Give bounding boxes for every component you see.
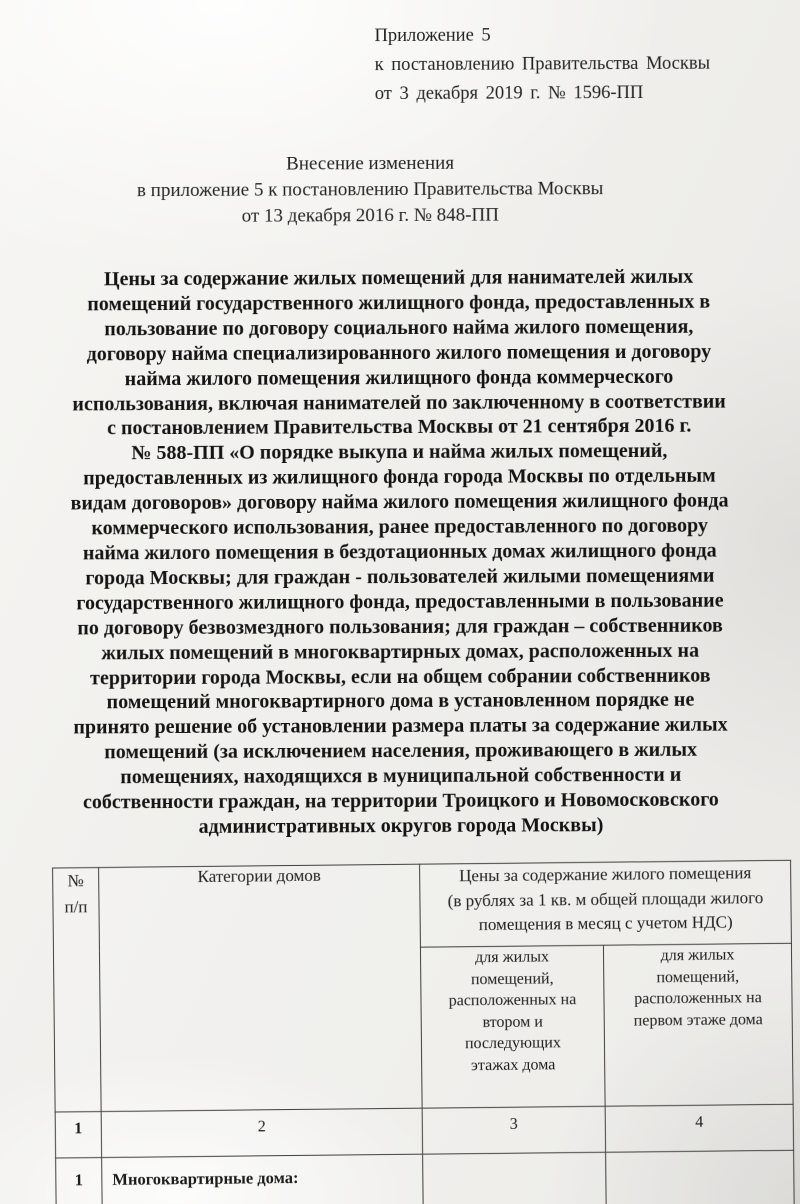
numbering-cell: 1 xyxy=(55,1112,101,1158)
table-header-row xyxy=(53,860,792,951)
lead-line: пользование по договору социального найма жилого помещения, xyxy=(104,315,694,341)
subheader-cell-upper-floors xyxy=(420,945,605,1108)
lead-line: государственного жилищного фонда, предоставленными в пользование xyxy=(76,589,724,615)
subheader-line: втором и xyxy=(482,1012,543,1031)
subheader-line: расположенных на xyxy=(448,991,577,1010)
lead-line: помещений многоквартирного дома в установленном порядке не xyxy=(106,689,695,714)
amendment-title-line: Внесение изменения xyxy=(286,152,455,175)
subheader-line: для жилых xyxy=(475,948,550,967)
lead-line: № 588-ПП «О порядке выкупа и найма жилых помещений, xyxy=(131,440,668,465)
lead-line: Цены за содержание жилых помещений для нанимателей жилых xyxy=(103,265,694,291)
prices-table xyxy=(52,860,795,1204)
lead-line: видам договоров» договору найма жилого помещения жилищного фонда xyxy=(70,489,729,515)
subheader-line: первом этаже дома xyxy=(633,1010,763,1029)
lead-line: помещениях, находящихся в муниципальной собственности и xyxy=(120,763,682,789)
lead-line: собственности граждан, на территории Троицкого и Новомосковского xyxy=(82,788,719,814)
amendment-title-line: от 13 декабря 2016 г. № 848-ПП xyxy=(241,204,499,227)
header-cell-line: (в рублях за 1 кв. м общей площади жилого xyxy=(447,887,764,910)
appendix-reference-line: к постановлению Правительства Москвы xyxy=(374,53,711,76)
header-cell-row-number xyxy=(53,868,102,1112)
header-cell-line: помещения в месяц с учетом НДС) xyxy=(478,912,733,935)
header-cell-line: п/п xyxy=(64,897,88,917)
numbering-cell: 3 xyxy=(422,1106,605,1154)
lead-line: по договору безвозмездного пользования; для граждан – собственников xyxy=(77,614,723,640)
appendix-reference-line: Приложение 5 xyxy=(374,25,491,47)
lead-line: города Москвы; для граждан - пользователей жилыми помещениями xyxy=(85,564,715,590)
amendment-title-line: в приложение 5 к постановлению Правительства Москвы xyxy=(136,178,604,202)
lead-line: с постановлением Правительства Москвы от 21 сентября 2016 г. xyxy=(107,415,692,440)
header-cell-prices xyxy=(420,860,792,947)
lead-line: помещений (за исключением населения, проживающего в жилых xyxy=(104,738,698,764)
table-row xyxy=(56,1150,795,1204)
row-number-cell: 1 xyxy=(56,1158,103,1204)
subheader-line: помещений, xyxy=(470,969,554,988)
subheader-line: помещений, xyxy=(656,967,740,986)
numbering-cell: 4 xyxy=(605,1104,793,1152)
header-cell-line: № xyxy=(67,871,84,891)
appendix-reference-line: от 3 декабря 2019 г. № 1596-ПП xyxy=(374,82,644,105)
lead-paragraph xyxy=(39,264,761,840)
lead-line: использования, включая нанимателей по заключенному в соответствии xyxy=(72,390,726,415)
subheader-line: для жилых xyxy=(660,946,735,965)
lead-line: жилых помещений в многоквартирных домах, расположенных на xyxy=(101,639,700,664)
lead-line: договору найма специализированного жилого помещения и договору xyxy=(86,340,712,366)
row-price-first-cell xyxy=(606,1150,795,1204)
row-category-cell: Многоквартирные дома: xyxy=(102,1154,424,1204)
subheader-cell-first-floor xyxy=(603,943,793,1106)
amendment-title-block xyxy=(0,150,742,231)
lead-line: найма жилого помещения в бездотационных домах жилищного фонда xyxy=(82,539,717,565)
lead-line: административных округов города Москвы) xyxy=(198,814,604,838)
lead-line: предоставленных из жилищного фонда города Москвы по отдельным xyxy=(83,464,716,490)
header-cell-line: Цены за содержание жилого помещения xyxy=(459,863,752,886)
subheader-line: этажах дома xyxy=(470,1055,556,1074)
numbering-cell: 2 xyxy=(101,1108,422,1157)
lead-line: помещений государственного жилищного фонда, предоставленных в xyxy=(87,290,711,316)
subheader-line: расположенных на xyxy=(634,989,762,1008)
lead-line: принято решение об установлении размера платы за содержание жилых xyxy=(73,713,728,739)
lead-line: территории города Москвы, если на общем собрании собственников xyxy=(90,664,711,689)
appendix-reference-block xyxy=(374,21,710,109)
table-numbering-row xyxy=(55,1104,793,1158)
header-cell-category: Категории домов xyxy=(99,864,423,1111)
lead-line: найма жилого помещения жилищного фонда коммерческого xyxy=(124,365,674,390)
subheader-line: последующих xyxy=(464,1034,561,1053)
row-price-upper-cell xyxy=(423,1152,607,1204)
lead-line: коммерческого использования, ранее предоставленного по договору xyxy=(91,514,708,540)
